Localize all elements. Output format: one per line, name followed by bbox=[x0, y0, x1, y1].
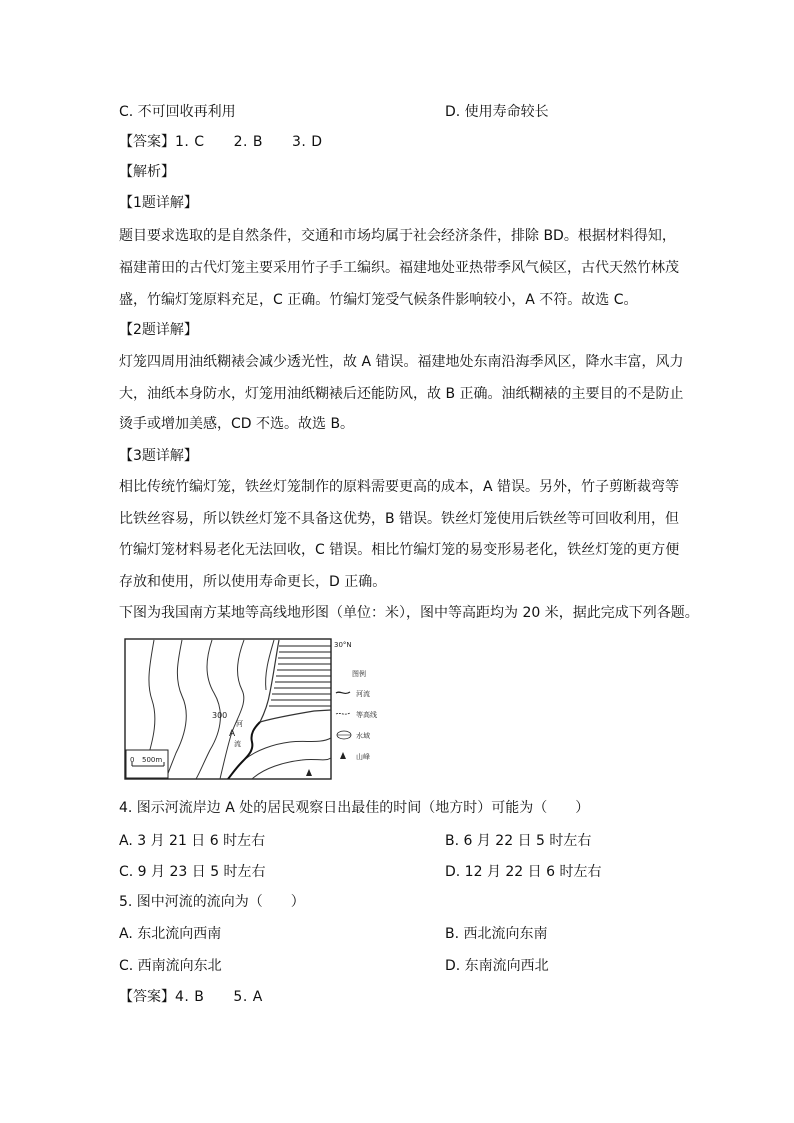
answer-row-2 bbox=[119, 987, 263, 1007]
detail2-title: 【2题详解】 bbox=[119, 322, 198, 338]
scale-zero: 0 bbox=[130, 756, 135, 764]
answer-label: 【答案】 bbox=[119, 134, 175, 150]
contour-value-label: 300 bbox=[212, 711, 228, 720]
q5-option-d: D. 东南流向西北 bbox=[445, 958, 549, 974]
detail3-line-4: 存放和使用，所以使用寿命更长，D 正确。 bbox=[119, 574, 387, 590]
contour-map bbox=[124, 638, 472, 780]
detail1-title: 【1题详解】 bbox=[119, 195, 198, 211]
answer-label: 【答案】 bbox=[119, 989, 175, 1005]
option-d: D. 使用寿命较长 bbox=[445, 104, 549, 120]
detail3-line-2: 比铁丝容易，所以铁丝灯笼不具备这优势，B 错误。铁丝灯笼使用后铁丝等可回收利用，但 bbox=[119, 511, 680, 527]
detail2-line-2: 大，油纸本身防水，灯笼用油纸糊裱后还能防风，故 B 正确。油纸糊裱的主要目的不是防止 bbox=[119, 386, 684, 402]
answer-values: 4. B 5. A bbox=[175, 989, 263, 1005]
q4-option-a: A. 3 月 21 日 6 时左右 bbox=[119, 833, 266, 849]
detail1-line-2: 福建莆田的古代灯笼主要采用竹子手工编织。福建地处亚热带季风气候区，古代天然竹林茂 bbox=[119, 260, 679, 276]
answer-values: 1. C 2. B 3. D bbox=[175, 134, 323, 150]
option-c: C. 不可回收再利用 bbox=[119, 104, 236, 120]
q5-option-b: B. 西北流向东南 bbox=[445, 926, 548, 942]
answer-row-1 bbox=[119, 132, 323, 152]
detail3-line-1: 相比传统竹编灯笼，铁丝灯笼制作的原料需要更高的成本，A 错误。另外，竹子剪断裁弯等 bbox=[119, 479, 680, 495]
lat-label: 30°N bbox=[334, 641, 352, 649]
detail2-line-3: 烫手或增加美感，CD 不选。故选 B。 bbox=[119, 416, 355, 432]
legend-peak-symbol bbox=[340, 752, 346, 759]
detail3-title: 【3题详解】 bbox=[119, 448, 198, 464]
detail3-line-3: 竹编灯笼材料易老化无法回收，C 错误。相比竹编灯笼的易变形易老化，铁丝灯笼的更方便 bbox=[119, 542, 680, 558]
point-a-label: A bbox=[229, 729, 236, 739]
legend-river: 河流 bbox=[356, 690, 370, 698]
legend-peak: 山峰 bbox=[356, 753, 370, 761]
scale-distance: 500m bbox=[142, 756, 163, 764]
legend-title: 图例 bbox=[352, 670, 366, 678]
legend-contour: 等高线 bbox=[356, 711, 377, 719]
q4-option-d: D. 12 月 22 日 6 时左右 bbox=[445, 864, 602, 880]
legend-river-symbol bbox=[336, 692, 350, 693]
river-label-2: 流 bbox=[234, 740, 241, 748]
legend bbox=[336, 669, 377, 761]
q5-option-a: A. 东北流向西南 bbox=[119, 926, 222, 942]
legend-contour-symbol bbox=[336, 713, 350, 714]
map-intro: 下图为我国南方某地等高线地形图（单位：米），图中等高距均为 20 米，据此完成下列各题。 bbox=[119, 605, 699, 621]
river-label-1: 河 bbox=[236, 720, 243, 728]
q4-stem: 4. 图示河流岸边 A 处的居民观察日出最佳的时间（地方时）可能为（ ） bbox=[119, 800, 590, 816]
q5-option-c: C. 西南流向东北 bbox=[119, 958, 222, 974]
analysis-label: 【解析】 bbox=[119, 164, 175, 180]
legend-water: 水域 bbox=[356, 732, 370, 740]
detail2-line-1: 灯笼四周用油纸糊裱会减少透光性，故 A 错误。福建地处东南沿海季风区，降水丰富，风力 bbox=[119, 354, 684, 370]
detail1-line-3: 盛，竹编灯笼原料充足，C 正确。竹编灯笼受气候条件影响较小，A 不符。故选 C。 bbox=[119, 292, 638, 308]
q4-option-c: C. 9 月 23 日 5 时左右 bbox=[119, 864, 266, 880]
detail1-line-1: 题目要求选取的是自然条件，交通和市场均属于社会经济条件，排除 BD。根据材料得知， bbox=[119, 228, 676, 244]
q4-option-b: B. 6 月 22 日 5 时左右 bbox=[445, 833, 592, 849]
q5-stem: 5. 图中河流的流向为（ ） bbox=[119, 894, 305, 910]
